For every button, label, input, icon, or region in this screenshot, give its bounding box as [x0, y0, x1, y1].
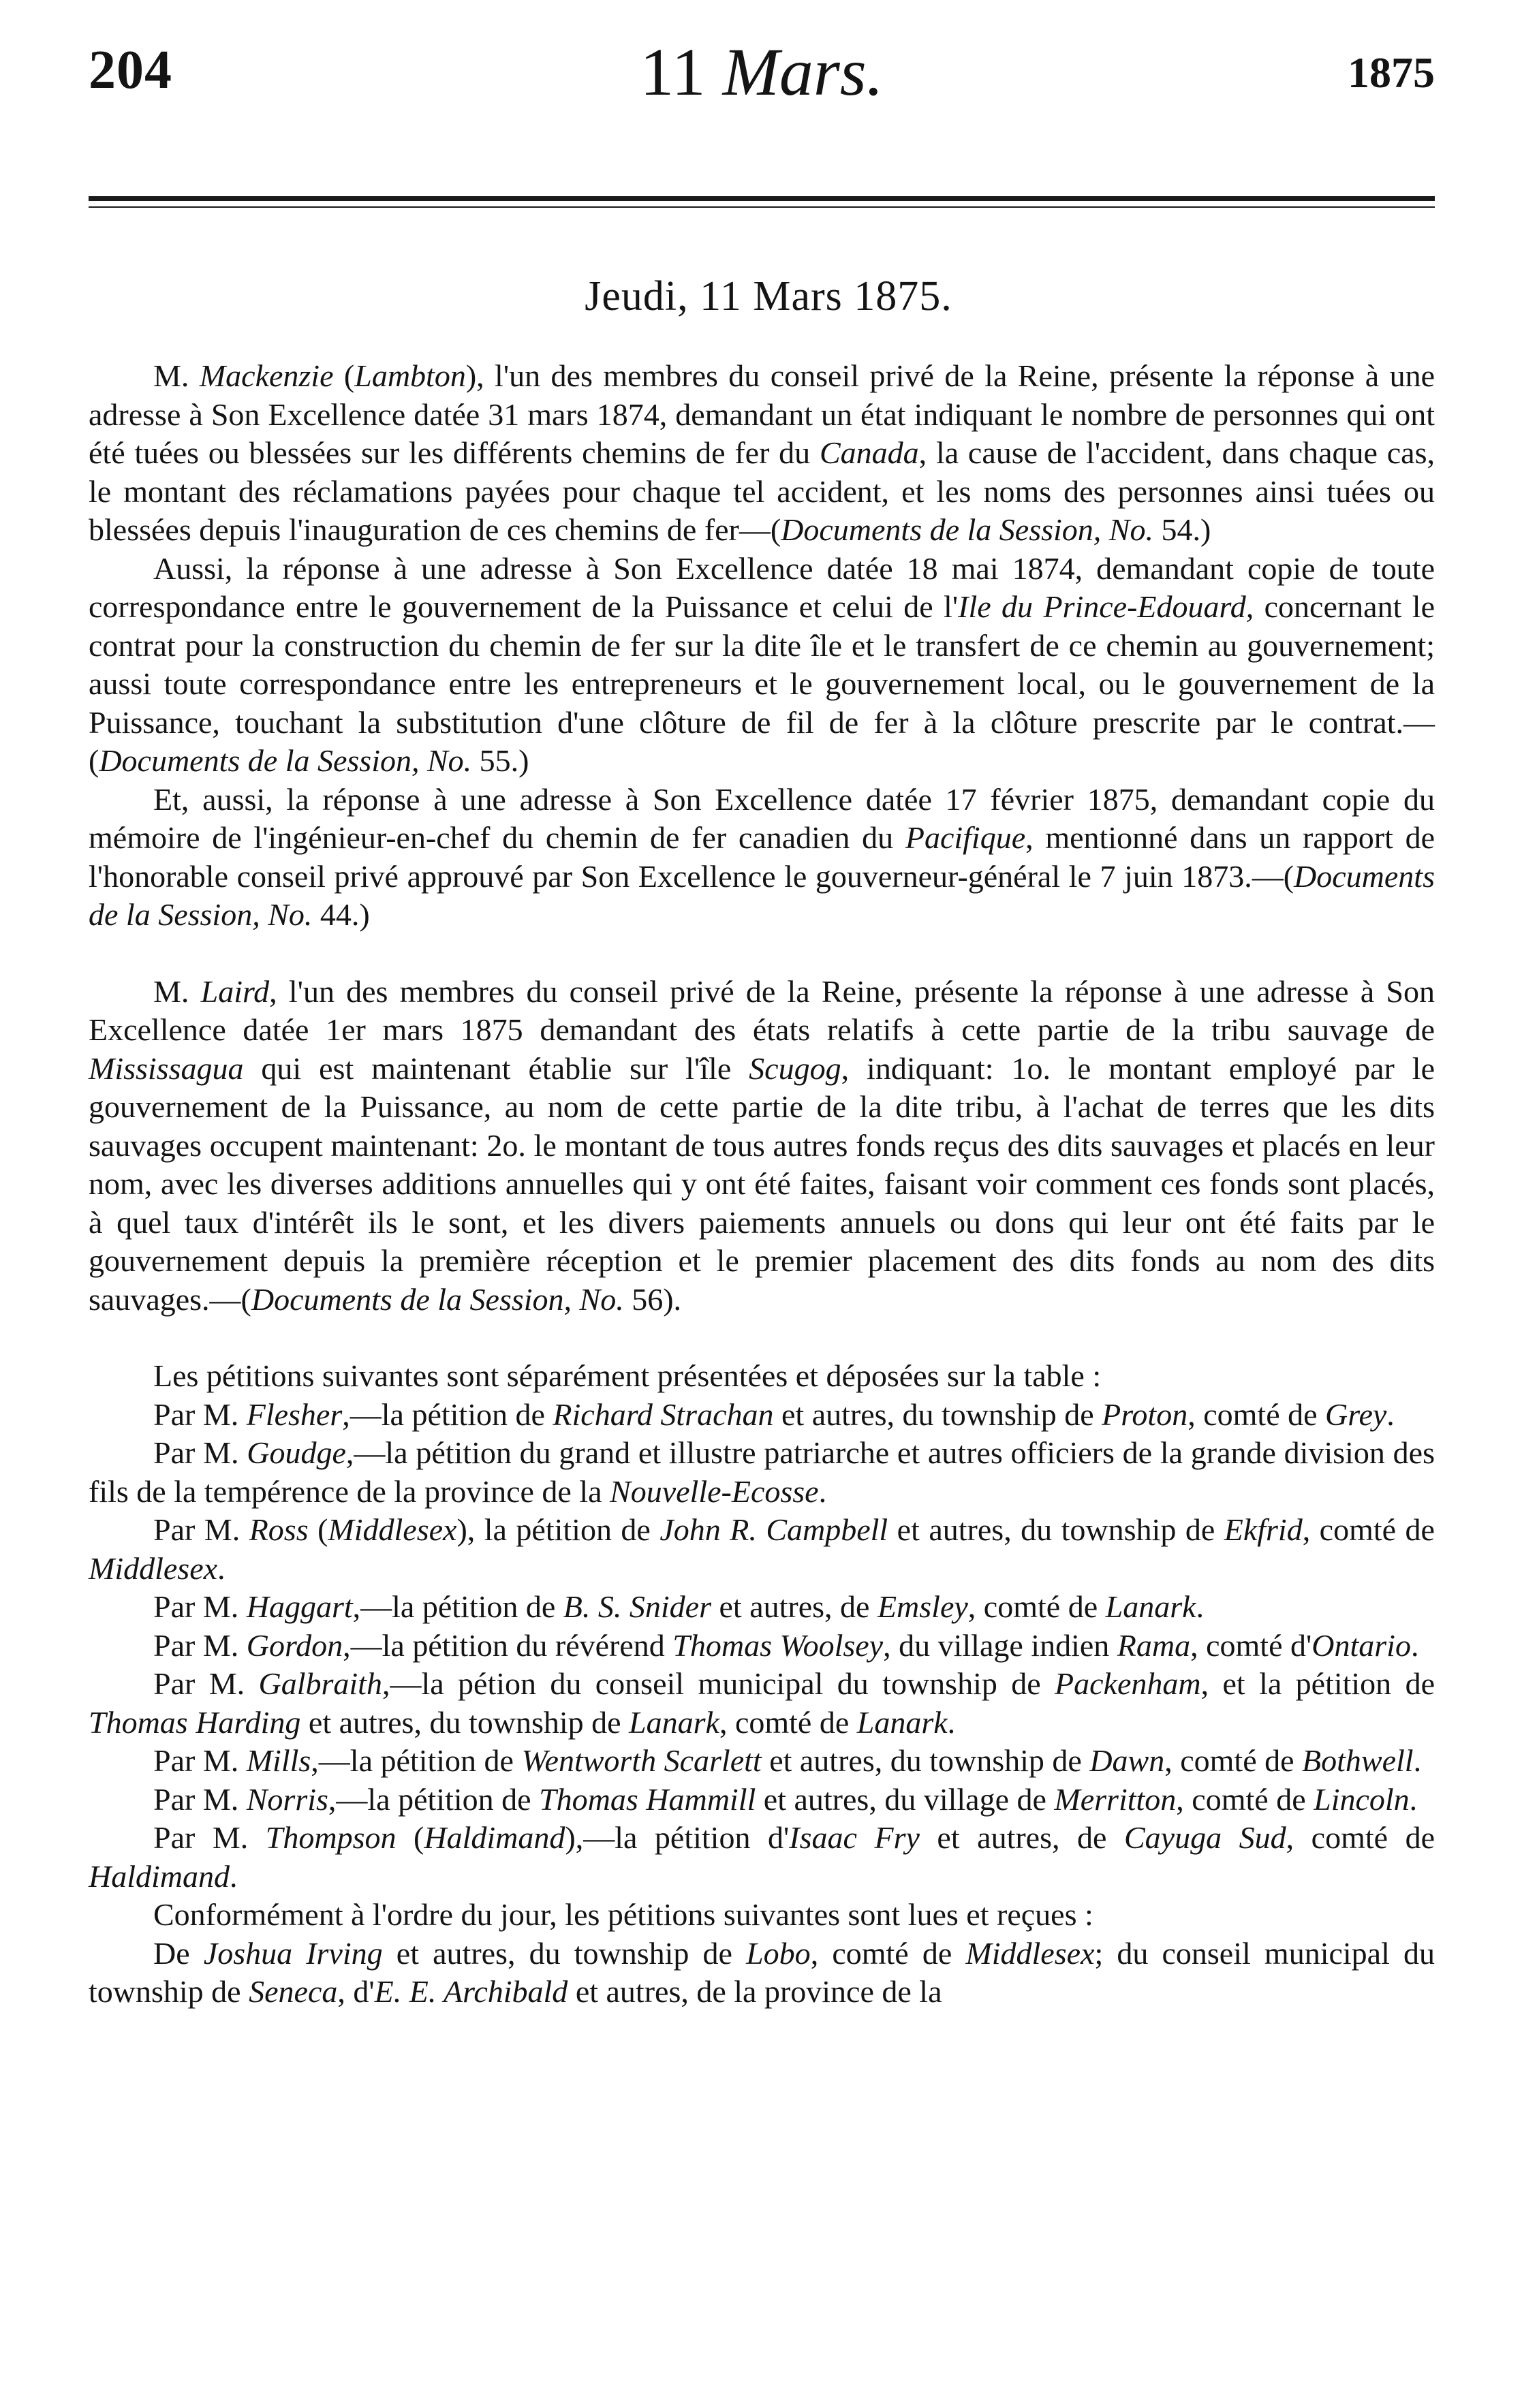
body-text: [89, 357, 1435, 2012]
petition-goudge: Par M. Goudge,—la pétition du grand et illustre patriarche et autres officiers de la grande division des fils de la tempérence de la province de la Nouvelle-Ecosse.: [89, 1435, 1435, 1509]
petition-norris: Par M. Norris,—la pétition de Thomas Hammill et autres, du village de Merritton, comté de Lincoln.: [153, 1781, 1418, 1817]
paragraph-petitions-read: Conformément à l'ordre du jour, les pétitions suivantes sont lues et reçues :: [153, 1897, 1093, 1932]
petition-list-received: De Joshua Irving et autres, du township de Lobo, comté de Middlesex; du conseil municipal du township de Seneca, d'E. E. Archibald et autres, de la province de la: [89, 1935, 1435, 2009]
paragraph-laird-mississagua: M. Laird, l'un des membres du conseil privé de la Reine, présente la réponse à une adresse à Son Excellence datée 1er mars 1875 demandant des états relatifs à cette partie de la tribu sauvage de Mississagua qui est maintenant établie sur l'île Scugog, indiquant: 1o. le montant employé par le gouvernement de la Puissance, au nom de cette partie de la dite tribu, à l'achat de terres que les dits sauvages occupent maintenant: 2o. le montant de tous autres fonds reçus des dits sauvages et placés en leur nom, avec les diverses additions annuelles qui y ont été faites, faisant voir comment ces fonds sont placés, à quel taux d'intérêt ils le sont, et les divers paiements annuels ou dons qui leur ont été faits par le gouvernement depuis la première réception et le premier placement des dits fonds au nom des dits sauvages.—(Documents de la Session, No. 56).: [89, 973, 1435, 1317]
header-rule-thick: [89, 196, 1435, 201]
running-date-day: 11: [640, 34, 706, 110]
petition-thompson: Par M. Thompson (Haldimand),—la pétition d'Isaac Fry et autres, de Cayuga Sud, comté de Haldimand.: [89, 1820, 1435, 1894]
header-rule-thin: [89, 206, 1435, 208]
running-date-month: Mars.: [722, 34, 884, 110]
petition-gordon: Par M. Gordon,—la pétition du révérend Thomas Woolsey, du village indien Rama, comté d'Ontario.: [153, 1627, 1419, 1663]
paragraph-petitions-presented: Les pétitions suivantes sont séparément présentées et déposées sur la table :: [153, 1358, 1102, 1393]
petition-galbraith: Par M. Galbraith,—la pétion du conseil municipal du township de Packenham, et la pétition de Thomas Harding et autres, du township de Lanark, comté de Lanark.: [89, 1666, 1435, 1740]
petition-flesher: Par M. Flesher,—la pétition de Richard Strachan et autres, du township de Proton, comté de Grey.: [153, 1396, 1395, 1432]
petition-haggart: Par M. Haggart,—la pétition de B. S. Snider et autres, de Emsley, comté de Lanark.: [153, 1589, 1205, 1624]
sitting-heading: Jeudi, 11 Mars 1875.: [585, 273, 952, 319]
petition-mills: Par M. Mills,—la pétition de Wentworth Scarlett et autres, du township de Dawn, comté de Bothwell.: [153, 1743, 1422, 1778]
running-year: 1875: [1348, 48, 1435, 97]
petition-ross: Par M. Ross (Middlesex), la pétition de John R. Campbell et autres, du township de Ekfrid, comté de Middlesex.: [89, 1512, 1435, 1586]
page-number: 204: [89, 40, 172, 100]
paragraph-pei-railway-correspondence: Aussi, la réponse à une adresse à Son Excellence datée 18 mai 1874, demandant copie de toute correspondance entre le gouvernement de la Puissance et celui de l'Ile du Prince-Edouard, concernant le contrat pour la construction du chemin de fer sur la dite île et le transfert de ce chemin au gouvernement; aussi toute correspondance entre les entrepreneurs et le gouvernement local, ou le gouvernement de la Puissance, touchant la substitution d'une clôture de fil de fer à la clôture prescrite par le contrat.—(Documents de la Session, No. 55.): [89, 550, 1435, 778]
running-date: [89, 33, 1435, 111]
running-head: [89, 33, 1435, 114]
paragraph-pacific-railway-memoir: Et, aussi, la réponse à une adresse à Son Excellence datée 17 février 1875, demandant copie du mémoire de l'ingénieur-en-chef du chemin de fer canadien du Pacifique, mentionné dans un rapport de l'honorable conseil privé approuvé par Son Excellence le gouverneur-général le 7 juin 1873.—(Documents de la Session, No. 44.): [89, 781, 1435, 932]
paragraph-mackenzie-railway-accidents: M. Mackenzie (Lambton), l'un des membres du conseil privé de la Reine, présente la réponse à une adresse à Son Excellence datée 31 mars 1874, demandant un état indiquant le nombre de personnes qui ont été tuées ou blessées sur les différents chemins de fer du Canada, la cause de l'accident, dans chaque cas, le montant des réclamations payées pour chaque tel accident, et les noms des personnes ainsi tuées ou blessées depuis l'inauguration de ces chemins de fer—(Documents de la Session, No. 54.): [89, 358, 1435, 547]
